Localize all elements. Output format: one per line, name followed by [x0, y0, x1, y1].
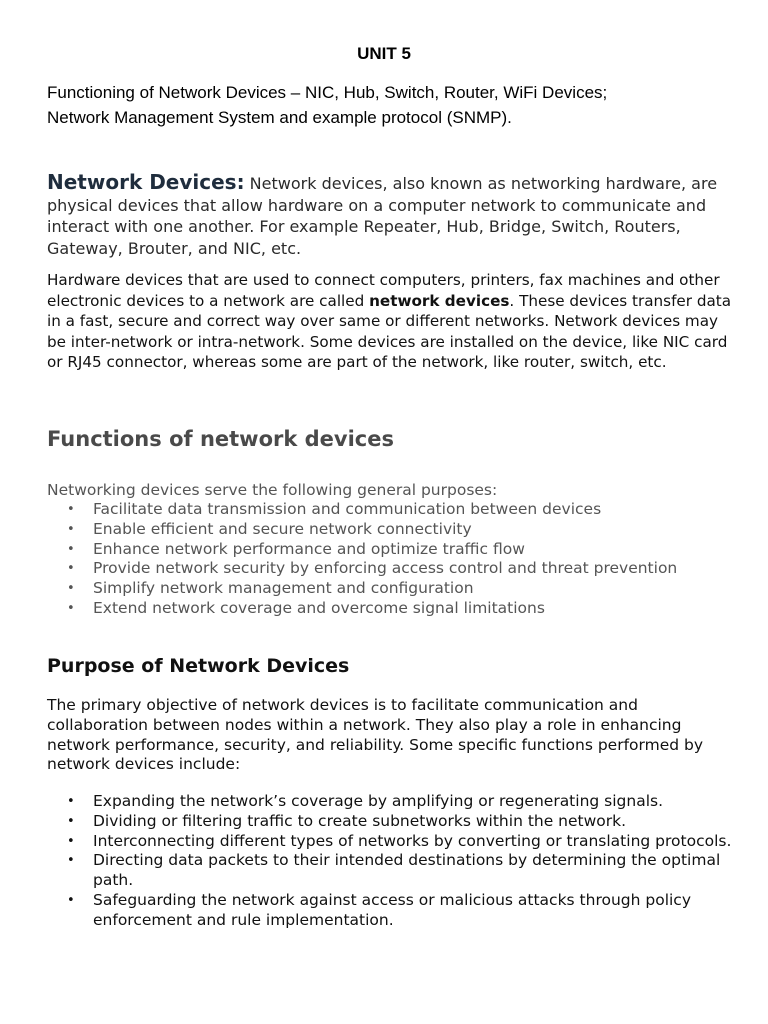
network-devices-paragraph — [47, 172, 737, 259]
bullet-icon: • — [67, 581, 75, 597]
list-item — [47, 599, 737, 619]
list-item-text: Directing data packets to their intended destinations by determining the optimal path. — [93, 851, 721, 890]
network-devices-heading: Network Devices: — [47, 170, 245, 194]
list-item — [47, 851, 737, 891]
list-item-text: Provide network security by enforcing access control and threat prevention — [93, 559, 678, 578]
syllabus-line-2: Network Management System and example protocol (SNMP). — [47, 108, 512, 127]
list-item-text: Safeguarding the network against access or malicious attacks through policy enforcement and rule implementation. — [93, 890, 692, 929]
functions-heading: Functions of network devices — [47, 427, 394, 451]
purpose-heading: Purpose of Network Devices — [47, 655, 350, 677]
list-item-text: Expanding the network’s coverage by amplifying or regenerating signals. — [93, 792, 664, 810]
list-item — [47, 520, 737, 540]
hardware-text-bold: network devices — [369, 291, 510, 310]
list-item-text: Simplify network management and configuration — [93, 579, 474, 598]
syllabus-text — [47, 80, 727, 130]
list-item-text: Extend network coverage and overcome signal limitations — [93, 598, 545, 617]
bullet-icon: • — [67, 892, 75, 908]
bullet-icon: • — [67, 813, 75, 829]
hardware-devices-paragraph — [47, 270, 737, 373]
list-item-text: Dividing or filtering traffic to create subnetworks within the network. — [93, 811, 627, 830]
network-devices-text: Network devices, also known as networking hardware, are physical devices that allow hardware on a computer network to communicate and interact with one another. For example Repeater, Hub, Bridge, Switch, Routers, Gateway, Brouter, and NIC, etc. — [47, 174, 718, 258]
list-item-text: Facilitate data transmission and communication between devices — [93, 500, 602, 518]
list-item-text: Enable efficient and secure network connectivity — [93, 519, 472, 538]
bullet-icon: • — [67, 833, 75, 849]
bullet-icon: • — [67, 541, 75, 557]
hardware-text-after: . These devices transfer data in a fast, secure and correct way over same or different networks. Network devices may be inter-network or intra-network. Some devices are installed on the device, like NIC card or RJ45 connector, whereas some are part of the network, like router, switch, etc. — [47, 291, 732, 371]
bullet-icon: • — [67, 502, 75, 517]
functions-list — [47, 500, 737, 619]
purpose-list — [47, 792, 737, 931]
bullet-icon: • — [67, 853, 75, 869]
functions-intro: Networking devices serve the following general purposes: — [47, 481, 498, 499]
list-item — [47, 792, 737, 812]
bullet-icon: • — [67, 561, 75, 577]
bullet-icon: • — [67, 521, 75, 537]
list-item — [47, 812, 737, 832]
hardware-text-before: Hardware devices that are used to connect computers, printers, fax machines and other electronic devices to a network are called — [47, 271, 720, 310]
unit-title: UNIT 5 — [357, 44, 411, 63]
list-item — [47, 832, 737, 852]
bullet-icon: • — [67, 794, 75, 809]
list-item — [47, 500, 737, 520]
purpose-paragraph: The primary objective of network devices is to facilitate communication and collaboration between nodes within a network. They also play a role in enhancing network performance, security, and reliability. Some specific functions performed by network devices include: — [47, 696, 704, 774]
list-item — [47, 540, 737, 560]
bullet-icon: • — [67, 600, 75, 616]
list-item-text: Enhance network performance and optimize traffic flow — [93, 539, 525, 558]
list-item — [47, 891, 737, 931]
list-item — [47, 559, 737, 579]
list-item-text: Interconnecting different types of networks by converting or translating protocols. — [93, 831, 732, 850]
list-item — [47, 579, 737, 599]
syllabus-line-1: Functioning of Network Devices – NIC, Hub, Switch, Router, WiFi Devices; — [47, 83, 608, 102]
